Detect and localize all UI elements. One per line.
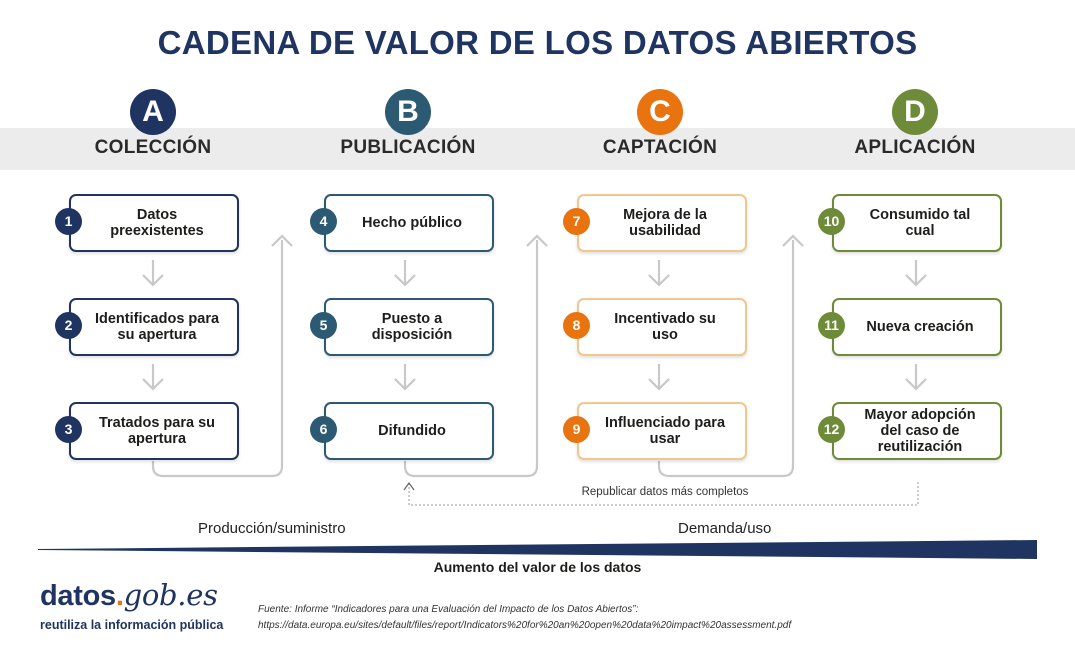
step-11-text: Nueva creación [866, 319, 974, 335]
step-6-badge: 6 [310, 416, 337, 443]
step-12-badge: 12 [818, 416, 845, 443]
step-9-badge: 9 [563, 416, 590, 443]
step-1-box [69, 194, 239, 252]
step-9-box [577, 402, 747, 460]
step-12-box [832, 402, 1002, 460]
down-arrows [143, 260, 926, 389]
step-3-text: Tratados para su apertura [98, 415, 216, 447]
page-title: CADENA DE VALOR DE LOS DATOS ABIERTOS [157, 24, 918, 61]
step-12-text: Mayor adopción del caso de reutilización [864, 407, 976, 455]
step-1-text: Datos preexistentes [110, 207, 204, 239]
value-label: Aumento del valor de los datos [433, 559, 642, 575]
step-8-box [577, 298, 747, 356]
demand-label: Demanda/uso [678, 520, 772, 537]
step-5-text: Puesto a disposición [371, 311, 453, 343]
step-3-box [69, 402, 239, 460]
republish-label: Republicar datos más completos [540, 486, 790, 498]
step-11-box [832, 298, 1002, 356]
step-6-text: Difundido [378, 423, 446, 439]
stage-d-circle: D [892, 89, 938, 135]
source-line-2: https://data.europa.eu/sites/default/files/report/Indicators%20for%20an%20open%20data%20impact%20assessment.pdf [258, 620, 792, 631]
step-5-badge: 5 [310, 312, 337, 339]
step-9-text: Influenciado para usar [604, 415, 726, 447]
value-wedge [38, 540, 1037, 559]
step-7-badge: 7 [563, 208, 590, 235]
logo-main-text: datos [40, 580, 116, 612]
step-7-text: Mejora de la usabilidad [623, 207, 707, 239]
logo-dot: . [115, 580, 124, 612]
step-4-badge: 4 [310, 208, 337, 235]
step-3-badge: 3 [55, 416, 82, 443]
stage-c-label: CAPTACIÓN [602, 137, 718, 158]
stage-b-circle: B [385, 89, 431, 135]
step-7-box [577, 194, 747, 252]
step-4-box [324, 194, 494, 252]
step-2-box [69, 298, 239, 356]
stage-a-circle: A [130, 89, 176, 135]
step-8-text: Incentivado su uso [614, 311, 716, 343]
step-10-box [832, 194, 1002, 252]
step-4-text: Hecho público [362, 215, 462, 231]
stage-a-label: COLECCIÓN [94, 137, 212, 158]
logo-tagline: reutiliza la información pública [40, 618, 224, 632]
logo [40, 578, 218, 613]
production-label: Producción/suministro [198, 520, 346, 537]
step-10-badge: 10 [818, 208, 845, 235]
step-5-box [324, 298, 494, 356]
source-line-1: Fuente: Informe “Indicadores para una Evaluación del Impacto de los Datos Abiertos”: [258, 604, 639, 615]
stage-d-label: APLICACIÓN [854, 137, 976, 158]
step-2-badge: 2 [55, 312, 82, 339]
step-2-text: Identificados para su apertura [94, 311, 220, 343]
stage-b-label: PUBLICACIÓN [340, 137, 476, 158]
step-10-text: Consumido tal cual [869, 207, 971, 239]
step-6-box [324, 402, 494, 460]
step-11-badge: 11 [818, 312, 845, 339]
step-1-badge: 1 [55, 208, 82, 235]
stage-c-circle: C [637, 89, 683, 135]
step-8-badge: 8 [563, 312, 590, 339]
logo-suffix: gob.es [123, 578, 218, 612]
